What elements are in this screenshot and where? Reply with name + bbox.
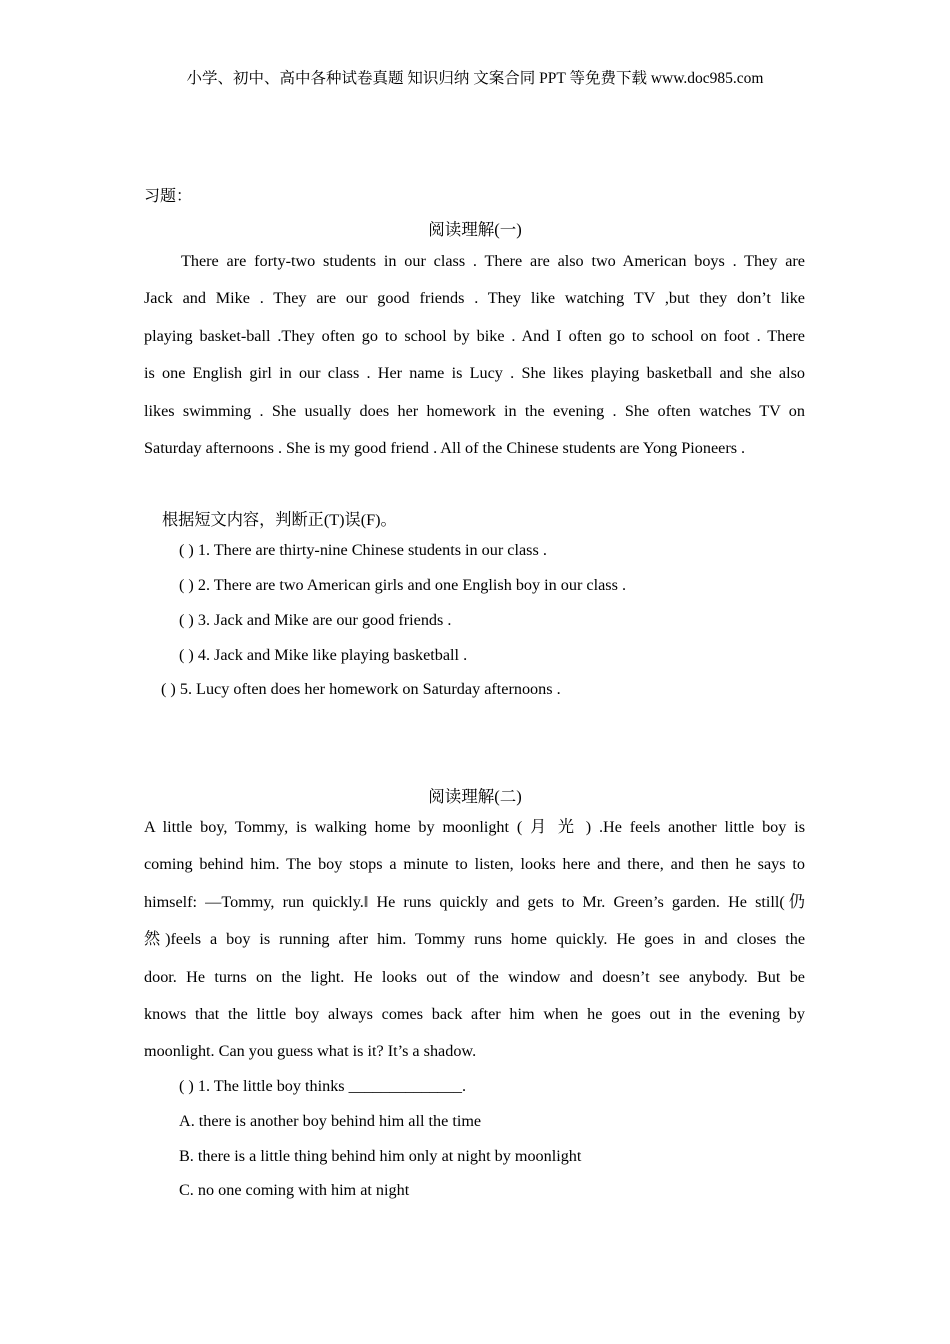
tf-question: ( ) 2. There are two American girls and one English boy in our class . — [179, 576, 626, 594]
mc-option: A. there is another boy behind him all the time — [179, 1112, 482, 1130]
passage-line: playing basket-ball .They often go to school by bike . And I often go to school on foot . There — [144, 326, 805, 345]
passage-line: door. He turns on the light. He looks out of the window and doesn’t see anybody. But be — [144, 967, 805, 986]
section-1-passage — [144, 243, 805, 467]
page-header: 小学、初中、高中各种试卷真题 知识归纳 文案合同 PPT 等免费下载 www.doc985.com — [186, 70, 764, 87]
section-1-instruction: 根据短文内容，判断正(T)误(F)。 — [162, 511, 397, 529]
passage-line: moonlight. Can you guess what is it? It’s a shadow. — [144, 1042, 477, 1061]
section-2-title: 阅读理解(二) — [428, 787, 522, 806]
passage-line: Saturday afternoons . She is my good friend . All of the Chinese students are Yong Pioneers . — [144, 438, 746, 457]
passage-line: is one English girl in our class . Her name is Lucy . She likes playing basketball and she also — [144, 364, 805, 383]
exercise-label: 习题： — [144, 188, 193, 205]
tf-question: ( ) 1. There are thirty-nine Chinese students in our class . — [179, 541, 547, 559]
passage-line: knows that the little boy always comes back after him when he goes out in the evening by — [144, 1004, 805, 1023]
tf-question: ( ) 4. Jack and Mike like playing basketball . — [179, 646, 468, 664]
tf-question: ( ) 5. Lucy often does her homework on Saturday afternoons . — [161, 680, 561, 698]
section-1-title: 阅读理解(一) — [428, 220, 522, 239]
mc-question: ( ) 1. The little boy thinks ______________. — [179, 1077, 467, 1095]
passage-line: coming behind him. The boy stops a minute to listen, looks here and there, and then he says to — [144, 855, 805, 874]
passage-line: 然)feels a boy is running after him. Tommy runs home quickly. He goes in and closes the — [144, 930, 805, 949]
passage-line: A little boy, Tommy, is walking home by moonlight ( 月 光 ) .He feels another little boy is — [144, 818, 805, 836]
passage-line: Jack and Mike . They are our good friends . They like watching TV ,but they don’t like — [144, 289, 805, 308]
tf-question: ( ) 3. Jack and Mike are our good friends . — [179, 611, 452, 629]
passage-line: likes swimming . She usually does her homework in the evening . She often watches TV on — [144, 401, 805, 420]
mc-option: C. no one coming with him at night — [179, 1181, 410, 1199]
section-2-passage — [144, 809, 805, 1071]
passage-line: himself: ―Tommy, run quickly.‖ He runs quickly and gets to Mr. Green’s garden. He still(仍 — [144, 892, 805, 911]
passage-line: There are forty-two students in our class . There are also two American boys . They are — [181, 252, 805, 270]
mc-option: B. there is a little thing behind him only at night by moonlight — [179, 1147, 582, 1165]
